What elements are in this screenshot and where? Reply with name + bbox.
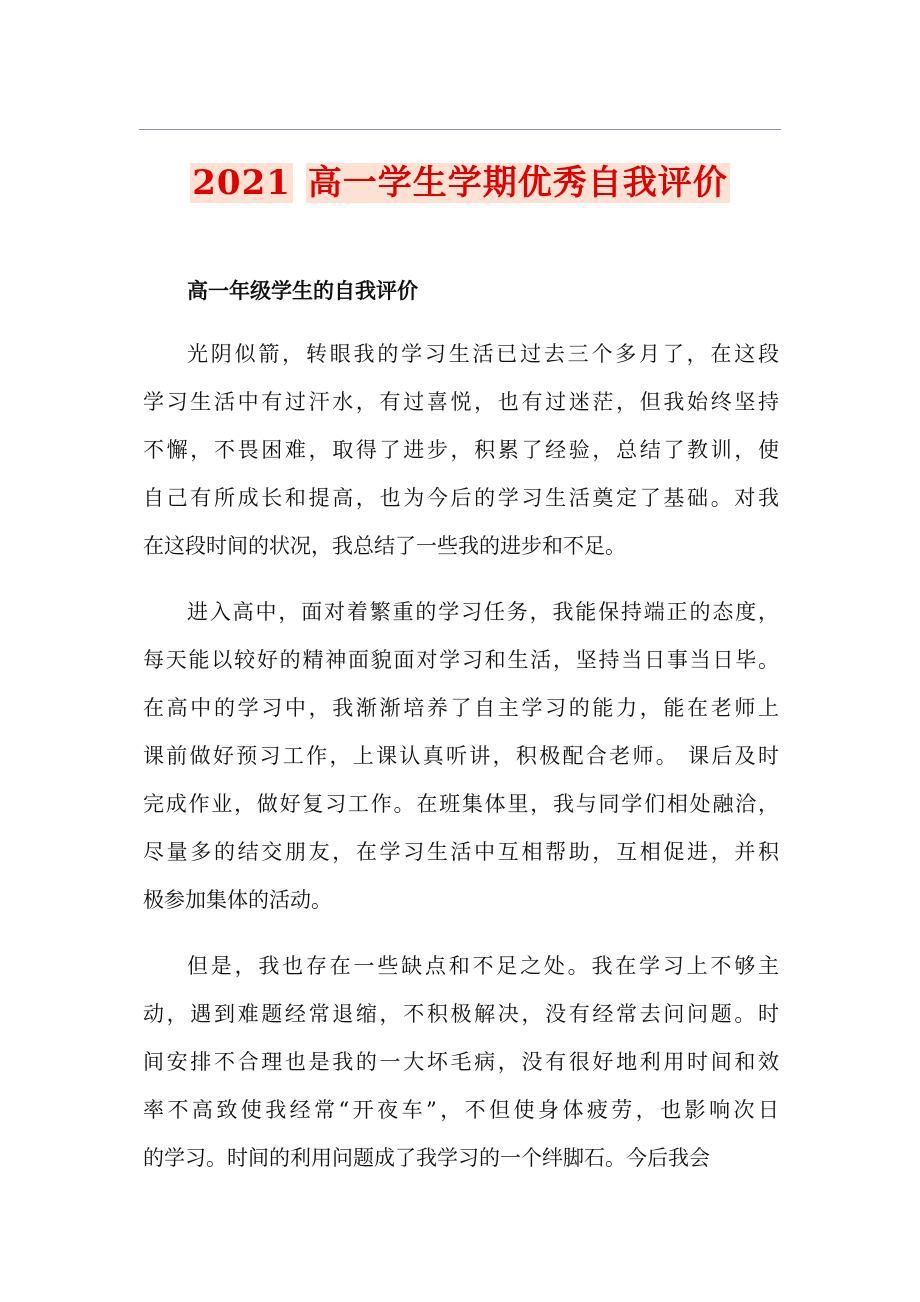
paragraph-list	[143, 330, 779, 1182]
paragraph-line: 完成作业，做好复习工作。在班集体里，我与同学们相处融洽，	[143, 792, 779, 816]
paragraph-line: 课前做好预习工作，上课认真听讲，积极配合老师。 课后及时	[143, 744, 779, 768]
paragraph-line: 但是，我也存在一些缺点和不足之处。我在学习上不够主	[187, 954, 779, 978]
paragraph-line: 在高中的学习中，我渐渐培养了自主学习的能力，能在老师上	[143, 696, 779, 720]
paragraph-line: 极参加集体的活动。	[143, 888, 332, 912]
paragraph-line: 动，遇到难题经常退缩，不积极解决，没有经常去问问题。时	[143, 1002, 779, 1026]
document-title	[0, 158, 920, 208]
document-body	[143, 268, 779, 1200]
title-year: 2021	[192, 163, 291, 203]
paragraph-line: 间安排不合理也是我的一大坏毛病，没有很好地利用时间和效	[143, 1050, 779, 1074]
paragraph-line: 进入高中，面对着繁重的学习任务，我能保持端正的态度，	[187, 600, 779, 624]
paragraph-line: 不懈，不畏困难，取得了进步，积累了经验，总结了教训，使	[143, 438, 779, 462]
paragraph-line: 自己有所成长和提高，也为今后的学习生活奠定了基础。对我	[143, 486, 779, 510]
paragraph-line: 率不高致使我经常“开夜车”，不但使身体疲劳，也影响次日	[143, 1098, 779, 1122]
paragraph-line: 每天能以较好的精神面貌面对学习和生活，坚持当日事当日毕。	[143, 648, 779, 672]
section-subtitle: 高一年级学生的自我评价	[187, 278, 418, 303]
paragraph-line: 的学习。时间的利用问题成了我学习的一个绊脚石。今后我会	[143, 1146, 710, 1170]
paragraph-line: 尽量多的结交朋友，在学习生活中互相帮助，互相促进，并积	[143, 840, 779, 864]
paragraph-line: 在这段时间的状况，我总结了一些我的进步和不足。	[143, 534, 626, 558]
header-rule	[139, 129, 781, 130]
paragraph-line: 光阴似箭，转眼我的学习生活已过去三个多月了，在这段	[187, 342, 779, 366]
title-text: 高一学生学期优秀自我评价	[307, 163, 728, 203]
paragraph	[143, 588, 779, 924]
paragraph	[143, 942, 779, 1182]
paragraph	[143, 330, 779, 570]
paragraph-line: 学习生活中有过汗水，有过喜悦，也有过迷茫，但我始终坚持	[143, 390, 779, 414]
